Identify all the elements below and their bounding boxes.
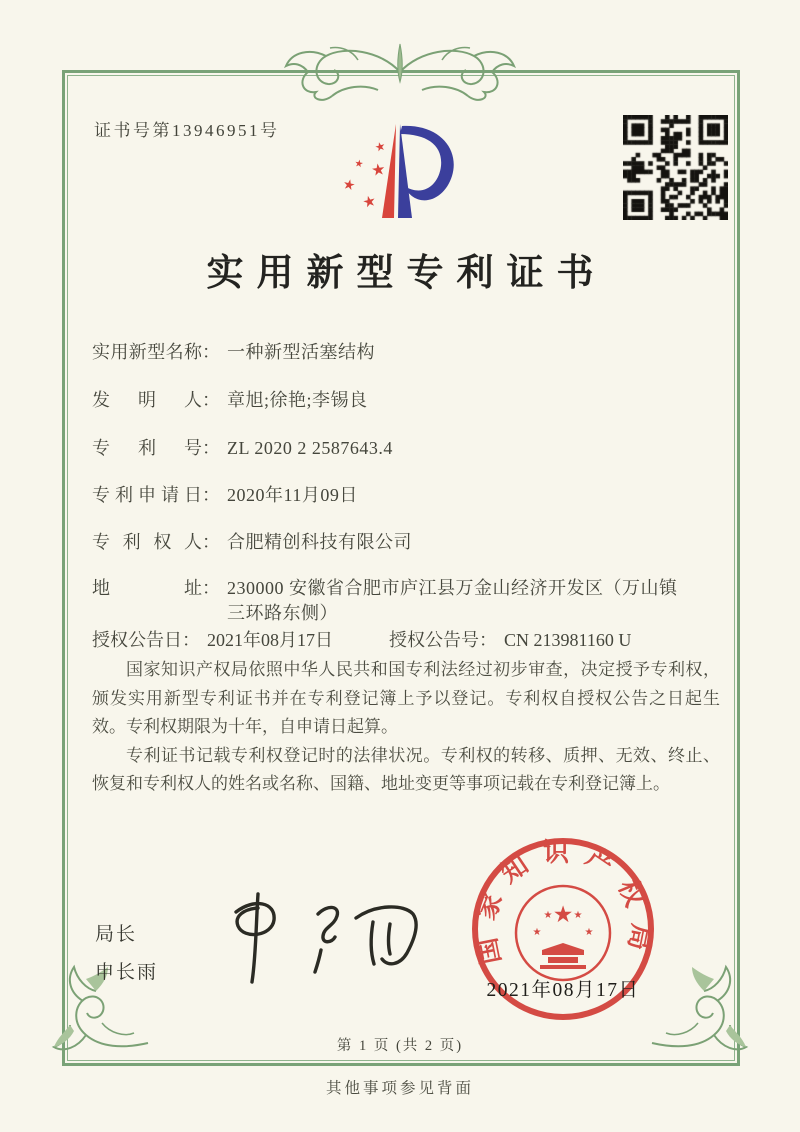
star-icon: ★: [532, 927, 542, 938]
star-icon: ★: [369, 159, 387, 180]
grant-number: 授权公告号： CN 213981160 U: [389, 630, 632, 650]
qr-code: [623, 115, 728, 220]
page-number: 第 1 页 (共 2 页): [336, 1038, 464, 1054]
grant-date: 授权公告日： 2021年08月17日: [92, 630, 333, 650]
field-patentee: 专利权人： 合肥精创科技有限公司: [92, 532, 412, 552]
certificate-title: 实用新型专利证书: [206, 253, 607, 294]
paragraph-register-statement: 专利证书记载专利权登记时的法律状况。专利权的转移、质押、无效、终止、恢复和专利权人的姓名或名称、国籍、地址变更等事项记载在专利登记簿上。: [92, 745, 720, 793]
field-address: 地址： 230000 安徽省合肥市庐江县万金山经济开发区（万山镇三环路东侧）: [92, 578, 678, 623]
field-utility-model-name: 实用新型名称： 一种新型活塞结构: [92, 342, 375, 362]
field-filing-date: 专利申请日： 2020年11月09日: [92, 485, 358, 505]
star-icon: ★: [584, 927, 594, 938]
field-patent-number: 专利号： ZL 2020 2 2587643.4: [92, 438, 393, 458]
seal-ring-text: 国家知识产权局: [470, 838, 656, 967]
star-icon: ★: [552, 902, 574, 928]
signer-name: 申长雨: [95, 962, 159, 983]
field-inventors: 发明人： 章旭;徐艳;李锡良: [92, 390, 368, 410]
field-grant-line: [92, 628, 720, 653]
signer-block: [95, 916, 158, 992]
star-icon: ★: [353, 158, 365, 171]
certificate-number: 证书号第13946951号: [94, 121, 280, 140]
cnipa-logo-icon: [336, 116, 464, 236]
director-signature-icon: [218, 882, 433, 992]
back-side-note: 其他事项参见背面: [325, 1080, 474, 1097]
star-icon: ★: [360, 191, 379, 212]
star-icon: ★: [373, 138, 388, 155]
top-border-ornament-icon: [268, 38, 532, 104]
signer-title: 局长: [95, 924, 138, 945]
star-icon: ★: [573, 910, 583, 921]
seal-date: 2021年08月17日: [486, 980, 640, 1001]
tiananmen-gate-icon: [540, 943, 586, 969]
legal-text: [92, 656, 720, 799]
star-icon: ★: [543, 910, 553, 921]
star-icon: ★: [341, 176, 357, 195]
paragraph-grant-statement: 国家知识产权局依照中华人民共和国专利法经过初步审查，决定授予专利权，颁发实用新型专利证书并在专利登记簿上予以登记。专利权自授权公告之日起生效。专利权期限为十年，自申请日起算。: [92, 660, 720, 736]
